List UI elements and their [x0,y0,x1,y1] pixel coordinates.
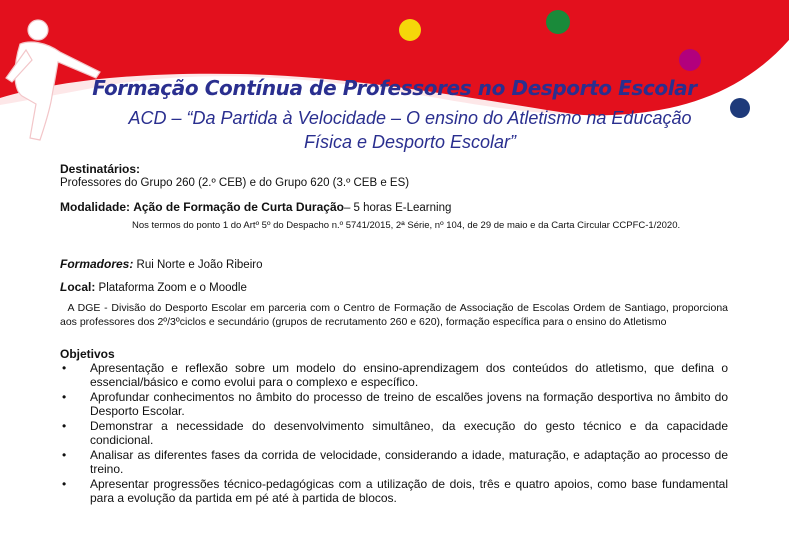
bullet: • [62,419,67,433]
modalidade-suffix: – 5 horas E-Learning [343,202,452,214]
list-item: • Aprofundar conhecimentos no âmbito do processo de treino de escalões jovens na formação desportiva no âmbito do Desporto Escolar. [62,390,728,418]
objetivos-label: Objetivos [60,347,115,361]
objetivos-section [60,347,728,505]
intro-paragraph: A DGE - Divisão do Desporto Escolar em parceria com o Centro de Formação de Associação de Escolas Ordem de Santiago, proporciona aos professores dos 2º/3ºciclos e secundário (grupos de recrutamento 260 e 620), formação específica para o ensino do Atletismo [60,302,734,328]
bullet: • [62,448,67,462]
document-body [60,162,734,506]
formadores-label: Formadores: [60,257,134,271]
destinatarios-text: Professores do Grupo 260 (2.º CEB) e do Grupo 620 (3.º CEB e ES) [60,177,410,189]
destinatarios-label: Destinatários: [60,162,141,176]
formadores-section [60,257,728,272]
local-label-first: L [60,280,68,294]
formadores-value: Rui Norte e João Ribeiro [133,259,263,271]
modalidade-note: Nos termos do ponto 1 do Artº 5º do Despacho n.º 5741/2015, 2ª Série, nº 104, de 29 de maio e da Carta Circular CCPFC-1/2020. [132,220,681,231]
destinatarios-section [60,162,728,190]
purple-dot [679,49,701,71]
bullet: • [62,390,67,404]
local-label-rest: ocal: [67,280,96,294]
page-subtitle [60,106,760,154]
modalidade-label: Modalidade: [60,200,131,214]
subtitle-line-1: ACD – “Da Partida à Velocidade – O ensino do Atletismo na Educação [128,108,692,128]
green-dot [546,10,570,34]
local-value: Plataforma Zoom e o Moodle [95,282,247,294]
local-section [60,280,728,295]
bullet: • [62,477,67,491]
modalidade-value: Ação de Formação de Curta Duração [133,200,344,214]
list-item: • Apresentação e reflexão sobre um modelo do ensino-aprendizagem dos conteúdos do atletismo, que defina o essencial/básico e como evolui para o complexo e específico. [62,361,728,389]
modalidade-section [60,200,728,233]
yellow-dot [399,19,421,41]
subtitle-line-2: Física e Desporto Escolar” [303,132,517,152]
page-title: Formação Contínua de Professores no Desporto Escolar [92,76,697,100]
list-item: • Analisar as diferentes fases da corrida de velocidade, considerando a idade, maturação, e adaptação ao processo de treino. [62,448,728,476]
objetivos-list [60,361,728,505]
list-item: • Demonstrar a necessidade do desenvolvimento simultâneo, da execução do gesto técnico e da capacidade condicional. [62,419,728,447]
bullet: • [62,361,67,375]
list-item: • Apresentar progressões técnico-pedagógicas com a utilização de dois, três e quatro apoios, como base fundamental para a evolução da partida em pé até à partida de blocos. [62,477,728,505]
